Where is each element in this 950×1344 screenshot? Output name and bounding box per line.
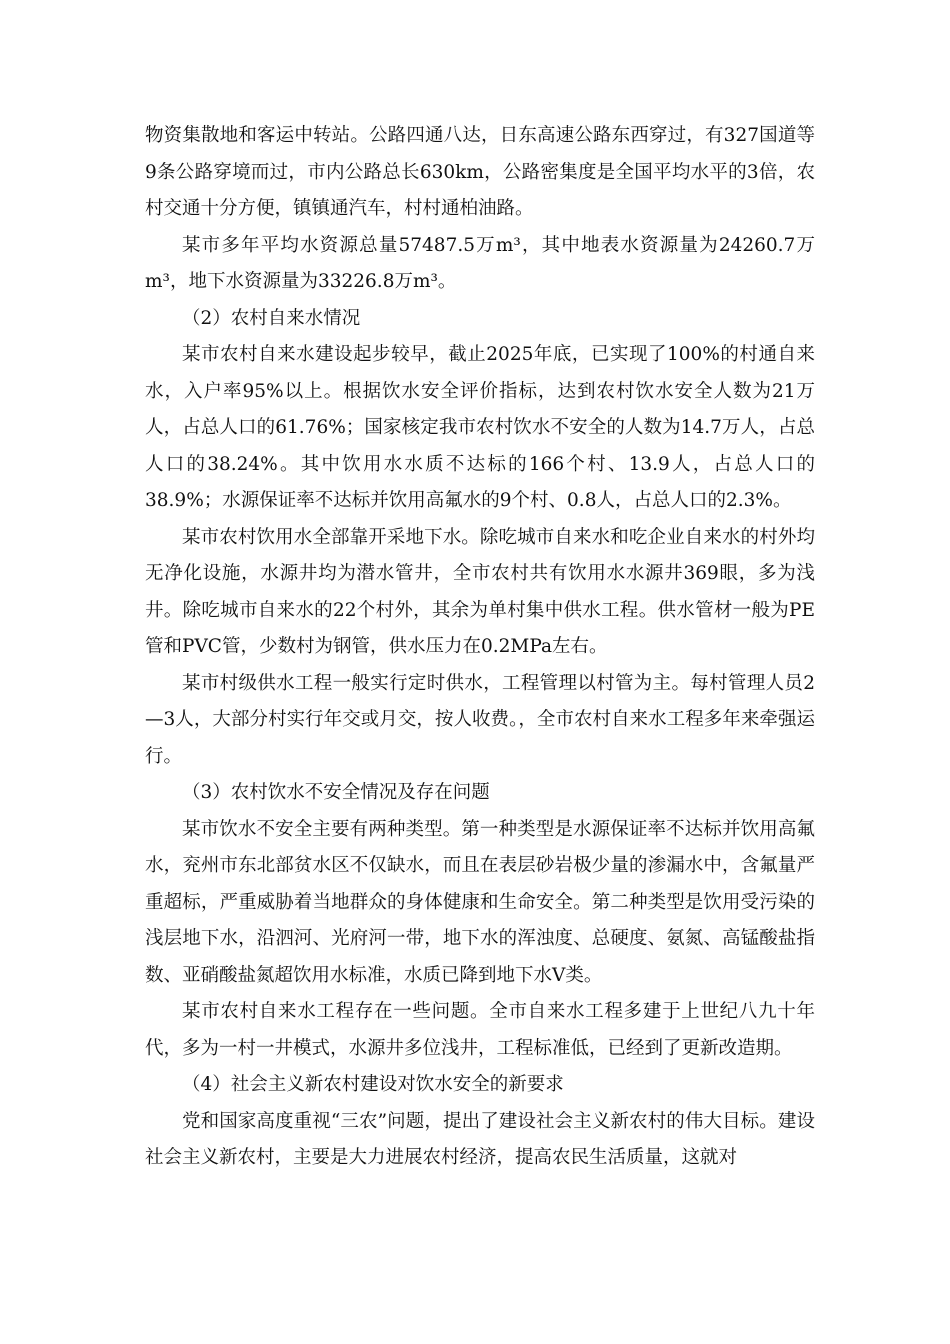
paragraph-groundwater-source: 某市农村饮用水全部靠开采地下水。除吃城市自来水和吃企业自来水的村外均无净化设施，水源井均为潜水管井，全市农村共有饮用水水源井369眼，多为浅井。除吃城市自来水的22个村外，其余为单村集中供水工程。供水管材一般为PE管和PVC管，少数村为钢管，供水压力在0.2MPa左右。: [145, 526, 815, 657]
paragraph-new-countryside: 党和国家高度重视“三农”问题，提出了建设社会主义新农村的伟大目标。建设社会主义新农村，主要是大力进展农村经济，提高农民生活质量，这就对: [145, 1110, 815, 1168]
paragraph-water-resources: 某市多年平均水资源总量57487.5万m³，其中地表水资源量为24260.7万m³，地下水资源量为33226.8万m³。: [145, 234, 815, 292]
paragraph-tapwater-coverage: 某市农村自来水建设起步较早，截止2025年底，已实现了100%的村通自来水，入户率95%以上。根据饮水安全评价指标，达到农村饮水安全人数为21万人，占总人口的61.76%；国家核定我市农村饮水不安全的人数为14.7万人，占总人口的38.24%。其中饮用水水质不达标的166个村、13.9人，占总人口的38.9%；水源保证率不达标并饮用高氟水的9个村、0.8人，占总人口的2.3%。: [145, 344, 815, 511]
paragraph-transport: 物资集散地和客运中转站。公路四通八达，日东高速公路东西穿过，有327国道等9条公路穿境而过，市内公路总长630km，公路密集度是全国平均水平的3倍，农村交通十分方便，镇镇通汽车，村村通柏油路。: [145, 125, 815, 219]
section-heading-3: （3）农村饮水不安全情况及存在问题: [182, 782, 490, 803]
paragraph-existing-problems: 某市农村自来水工程存在一些问题。全市自来水工程多建于上世纪八九十年代，多为一村一井模式，水源井多位浅井，工程标准低，已经到了更新改造期。: [145, 1001, 815, 1059]
paragraph-supply-management: 某市村级供水工程一般实行定时供水，工程管理以村管为主。每村管理人员2—3人，大部分村实行年交或月交，按人收费。，全市农村自来水工程多年来牵强运行。: [145, 672, 815, 767]
section-heading-2: （2）农村自来水情况: [182, 307, 361, 329]
section-heading-4: （4）社会主义新农村建设对饮水安全的新要求: [182, 1074, 564, 1095]
paragraph-unsafe-types: 某市饮水不安全主要有两种类型。第一种类型是水源保证率不达标并饮用高氟水，兖州市东北部贫水区不仅缺水，而且在表层砂岩极少量的渗漏水中，含氟量严重超标，严重威胁着当地群众的身体健康和生命安全。第二种类型是饮用受污染的浅层地下水，沿泗河、光府河一带，地下水的浑浊度、总硬度、氨氮、高锰酸盐指数、亚硝酸盐氮超饮用水标准，水质已降到地下水Ⅴ类。: [145, 818, 815, 986]
document-body: [145, 118, 815, 1177]
